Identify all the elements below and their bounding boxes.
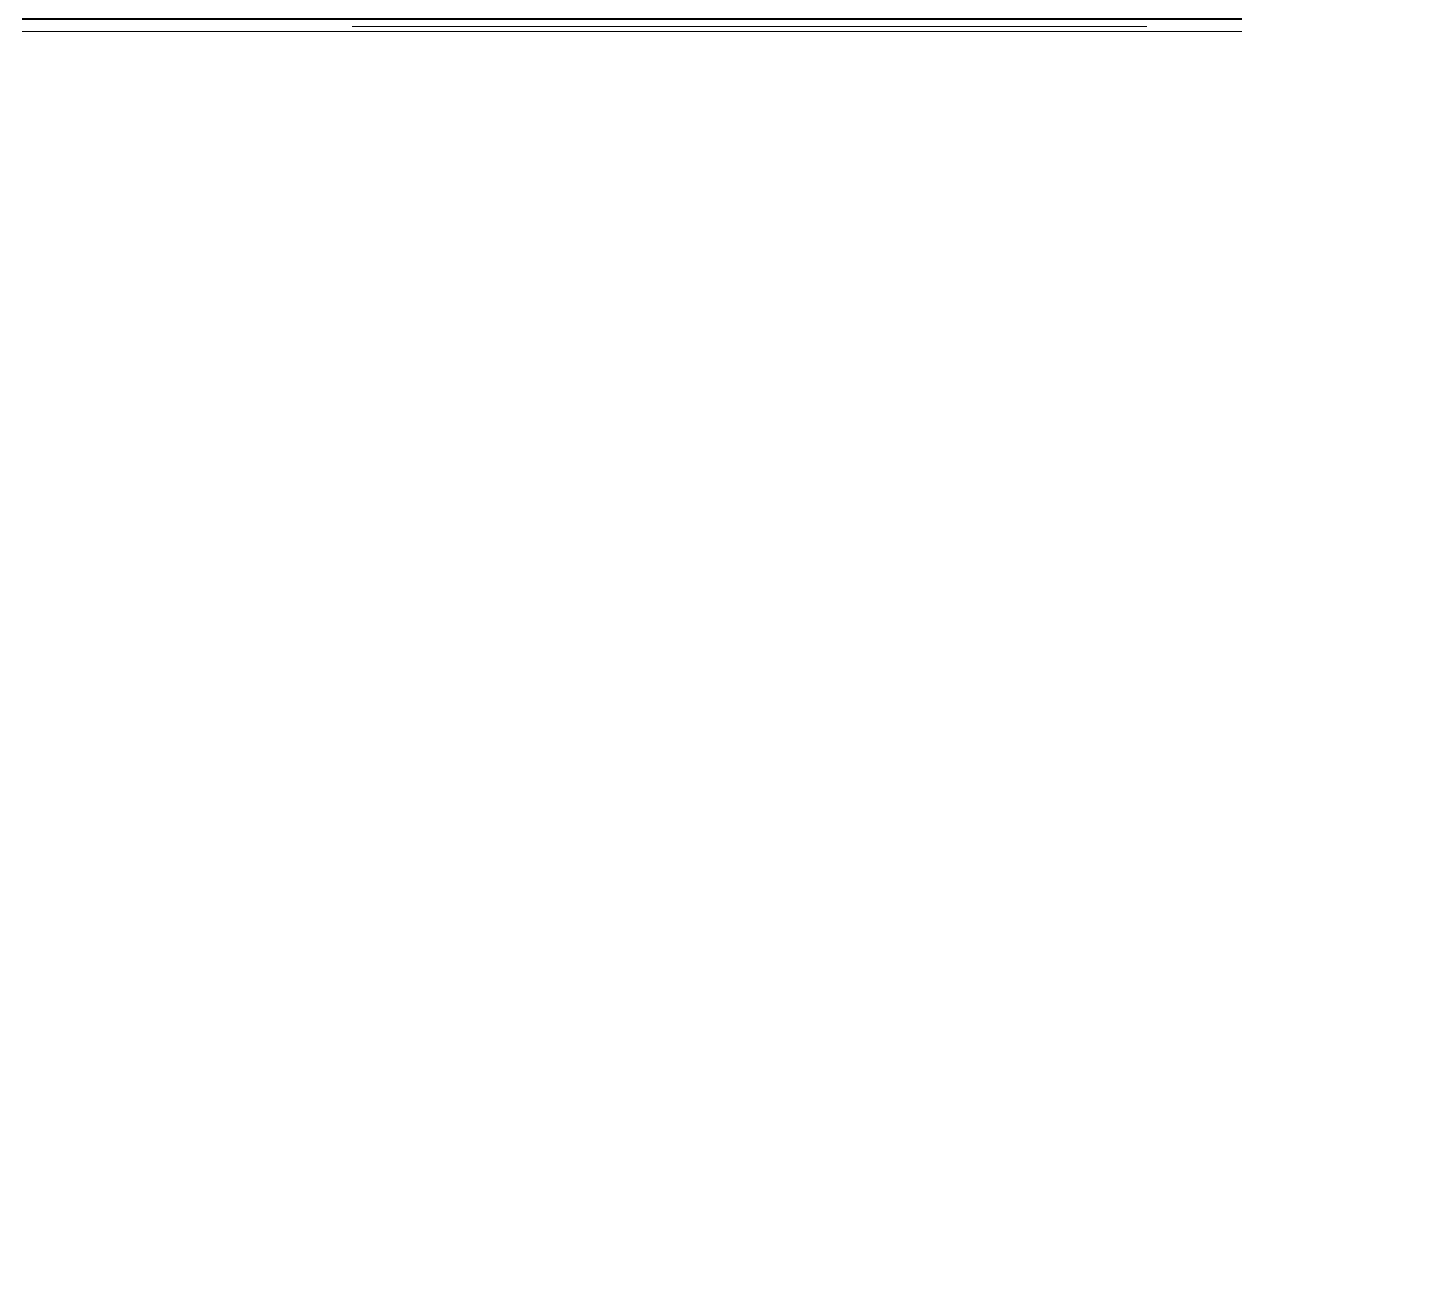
value-cell (935, 32, 1047, 45)
value-cell (352, 32, 445, 45)
surrogate-header (22, 19, 186, 27)
value-cell (538, 32, 631, 45)
transfer-header (1157, 19, 1242, 27)
avg-cell (1157, 32, 1242, 45)
value-cell (631, 32, 741, 45)
surrogate-cell (22, 32, 186, 45)
method-header (186, 19, 336, 32)
value-cell (741, 32, 851, 45)
method-cell (186, 32, 336, 45)
attacked-models-header (352, 19, 1147, 27)
value-cell (1047, 32, 1147, 45)
table-caption (0, 884, 1435, 1049)
value-cell (851, 32, 935, 45)
original-row (22, 32, 1242, 45)
value-cell (445, 32, 538, 45)
transferability-table (22, 18, 1242, 44)
